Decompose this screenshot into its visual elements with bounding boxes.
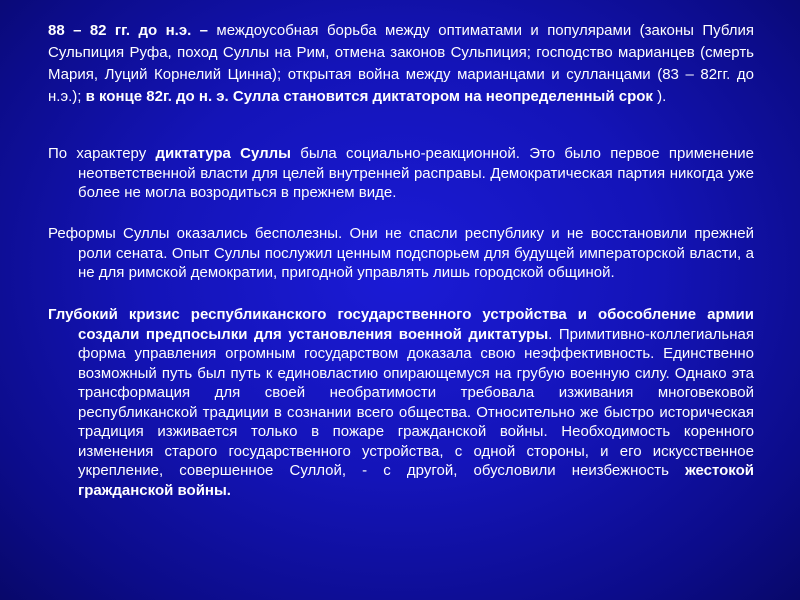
paragraph-emphasis: Глубокий кризис республиканского государственного устройства и обособление армии создали предпосылки для установления военной диктатуры bbox=[48, 306, 754, 343]
paragraph-text: была социально-реакционной. Это было первое применение неответственной власти для целей внутренней расправы. Демократическая партия никогда уже более не могла возродиться в прежнем виде. bbox=[78, 145, 754, 201]
paragraph-reforms bbox=[48, 224, 754, 283]
paragraph-text: Реформы Суллы оказались бесполезны. Они не спасли республику и не восстановили прежней роли сената. Опыт Суллы послужил ценным подспорьем для будущей императорской власти, а не для римской демократии, пригодной управлять лишь городской общиной. bbox=[48, 225, 754, 281]
intro-paragraph bbox=[48, 20, 754, 108]
paragraph-emphasis-end: жестокой гражданской войны. bbox=[78, 462, 754, 499]
paragraph-dictatorship-character bbox=[48, 144, 754, 203]
intro-date-range: 88 – 82 гг. до н.э. – bbox=[48, 22, 209, 39]
intro-end: ). bbox=[652, 88, 667, 105]
intro-conclusion: в конце 82г. до н. э. Сулла становится диктатором на неопределенный срок bbox=[85, 88, 653, 105]
intro-text: междоусобная борьба между оптиматами и популярами (законы Публия Сульпиция Руфа, поход Суллы на Рим, отмена законов Сульпиция; господство марианцев (смерть Мария, Луций Корнелий Цинна); открытая война между марианцами и сулланцами (83 – 82гг. до н.э.); bbox=[48, 22, 754, 105]
paragraph-text: . Примитивно-коллегиальная форма управления огромным государством доказала свою неэффективность. Единственно возможный путь был путь к единовластию опирающемуся на грубую военную силу. Однако эта трансформация для своей необратимости требовала изживания многовековой республиканской традиции в сознании всего общества. Относительно же быстро историческая традиция изживается только в пожаре гражданской войны. Необходимость коренного изменения старого государственного устройства, с одной стороны, и его искусственное укрепление, совершенное Суллой, - с другой, обусловили неизбежность bbox=[78, 325, 754, 479]
paragraph-text: По характеру bbox=[48, 145, 156, 162]
paragraph-crisis bbox=[48, 305, 754, 500]
paragraph-emphasis: диктатура Суллы bbox=[155, 145, 291, 162]
